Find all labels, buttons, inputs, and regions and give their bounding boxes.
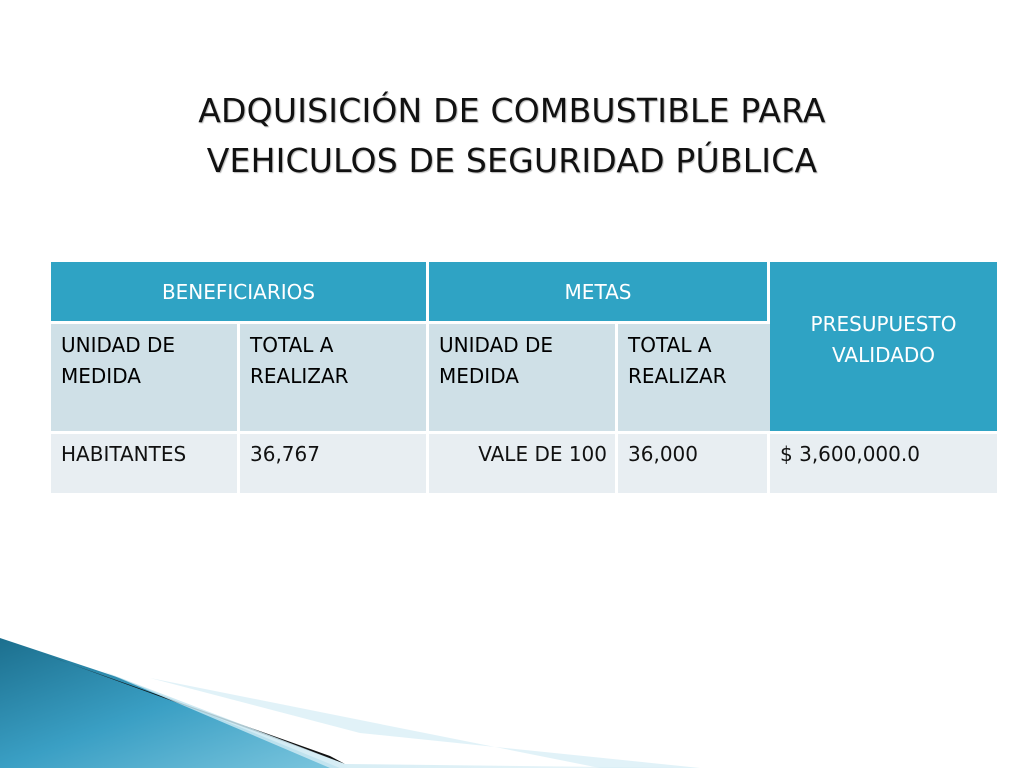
- header-presupuesto-validado: [770, 262, 997, 434]
- header-beneficiarios: BENEFICIARIOS: [51, 262, 429, 324]
- slide-title: [100, 86, 924, 186]
- header-presupuesto-line-1: PRESUPUESTO: [810, 311, 957, 336]
- subheader-line: UNIDAD DE: [439, 333, 554, 357]
- subheader-line: REALIZAR: [250, 364, 349, 388]
- subheader-line: MEDIDA: [439, 364, 519, 388]
- header-metas: METAS: [429, 262, 770, 324]
- subheader-line: UNIDAD DE: [61, 333, 176, 357]
- header-presupuesto-line-2: VALIDADO: [832, 342, 936, 367]
- subheader-line: MEDIDA: [61, 364, 141, 388]
- subheader-beneficiarios-unidad: [51, 324, 240, 434]
- cell-beneficiarios-total: 36,767: [240, 434, 429, 496]
- cell-presupuesto: $ 3,600,000.0: [770, 434, 997, 496]
- subheader-metas-unidad: [429, 324, 618, 434]
- subheader-line: TOTAL A: [628, 333, 712, 357]
- decorative-swoosh: [0, 638, 700, 768]
- cell-metas-total: 36,000: [618, 434, 770, 496]
- cell-metas-unidad: VALE DE 100: [429, 434, 618, 496]
- cell-beneficiarios-unidad: HABITANTES: [51, 434, 240, 496]
- subheader-beneficiarios-total: [240, 324, 429, 434]
- subheader-metas-total: [618, 324, 770, 434]
- subheader-line: REALIZAR: [628, 364, 727, 388]
- table-row: [51, 434, 997, 496]
- budget-table: [51, 262, 997, 496]
- title-line-1: ADQUISICIÓN DE COMBUSTIBLE PARA: [198, 91, 826, 130]
- title-line-2: VEHICULOS DE SEGURIDAD PÚBLICA: [206, 141, 818, 180]
- subheader-line: TOTAL A: [250, 333, 334, 357]
- header-row-groups: [51, 262, 997, 324]
